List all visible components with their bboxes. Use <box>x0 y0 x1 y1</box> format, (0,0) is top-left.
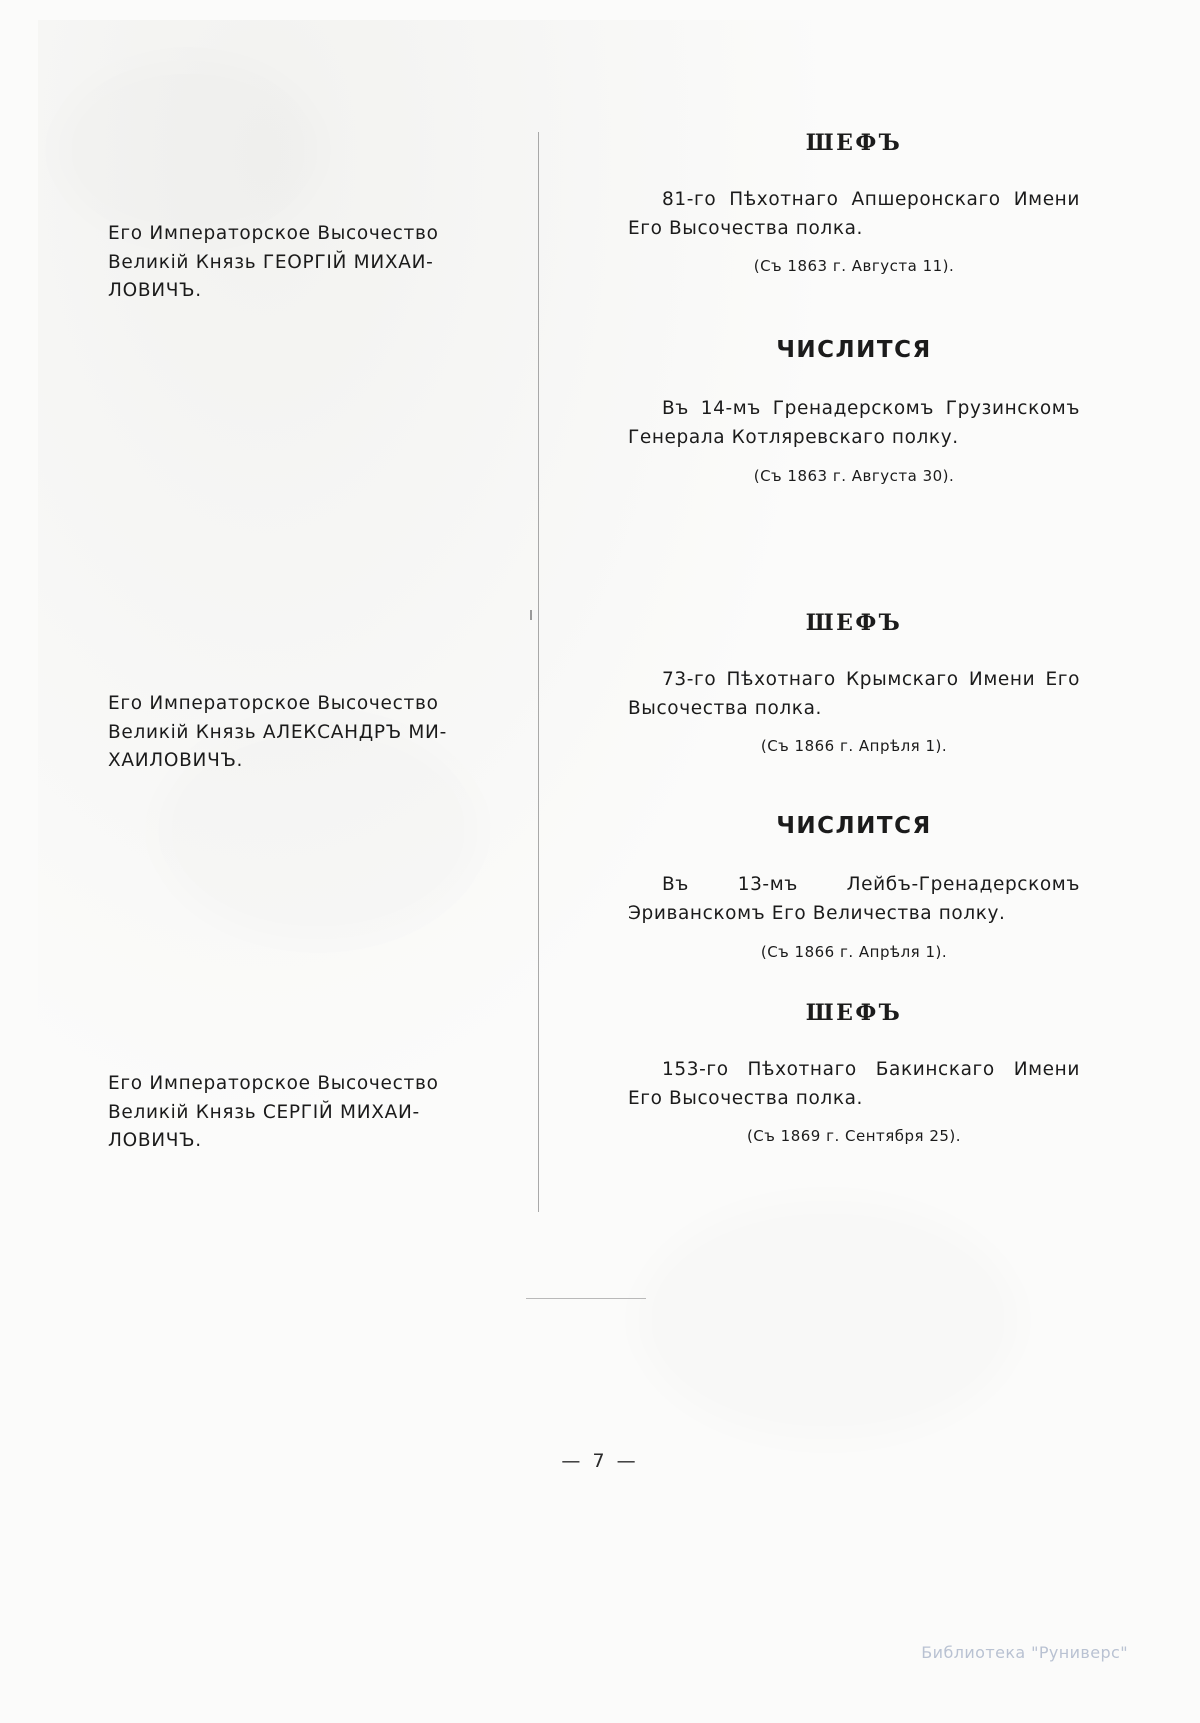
section-date: (Съ 1869 г. Сентября 25). <box>746 1127 962 1146</box>
section-text: 153-го Пѣхотнаго Бакинскаго Имени Его Высочества полка. <box>628 1059 1080 1109</box>
section-date: (Съ 1866 г. Апрѣля 1). <box>760 737 948 756</box>
section-date: (Съ 1863 г. Августа 11). <box>753 257 955 276</box>
person-name-line: ХАИЛОВИЧЪ. <box>108 750 244 772</box>
person-name-line: Его Императорское Высочество <box>108 693 439 714</box>
section-text: Въ 13-мъ Лейбъ-Гренадерскомъ Эриванскомъ Его Величества полку. <box>628 874 1080 925</box>
page-content <box>38 20 1162 1692</box>
section-text: 73-го Пѣхотнаго Крымскаго Имени Его Высочества полка. <box>628 669 1080 719</box>
person-name-block <box>108 220 528 306</box>
person-name-line: Его Императорское Высочество <box>108 1073 439 1094</box>
entries-container <box>108 130 1098 1230</box>
appointments-block <box>628 1000 1080 1145</box>
person-name-line: Его Императорское Высочество <box>108 223 439 244</box>
section-heading: ШЕФЪ <box>805 610 903 636</box>
section-heading: ШЕФЪ <box>805 1000 903 1026</box>
paper-background <box>38 20 1162 1692</box>
person-name-line: Великій Князь АЛЕКСАНДРЪ МИ- <box>108 721 447 743</box>
entry-row <box>108 990 1098 1230</box>
entry-row <box>108 590 1098 990</box>
appointments-block <box>628 610 1080 961</box>
page-number: — 7 — <box>561 1450 639 1472</box>
section-heading: ЧИСЛИТСЯ <box>776 813 932 840</box>
library-watermark: Библиотека "Руниверс" <box>921 1643 1128 1662</box>
person-name-line: Великій Князь СЕРГІЙ МИХАИ- <box>108 1101 420 1123</box>
entry-row <box>108 130 1098 590</box>
section-text: Въ 14-мъ Гренадерскомъ Грузинскомъ Генерала Котляревскаго полку. <box>628 398 1080 449</box>
person-name-block <box>108 1070 528 1156</box>
section-date: (Съ 1863 г. Августа 30). <box>753 466 955 485</box>
person-name-block <box>108 690 528 776</box>
appointments-block <box>628 130 1080 485</box>
footer-rule <box>526 1298 646 1299</box>
section-heading: ЧИСЛИТСЯ <box>776 337 932 364</box>
person-name-line: Великій Князь ГЕОРГІЙ МИХАИ- <box>108 251 434 273</box>
section-text: 81-го Пѣхотнаго Апшеронскаго Имени Его Высочества полка. <box>628 189 1080 239</box>
section-date: (Съ 1866 г. Апрѣля 1). <box>760 942 948 961</box>
person-name-line: ЛОВИЧЪ. <box>108 1130 202 1152</box>
person-name-line: ЛОВИЧЪ. <box>108 280 202 302</box>
section-heading: ШЕФЪ <box>805 130 903 156</box>
